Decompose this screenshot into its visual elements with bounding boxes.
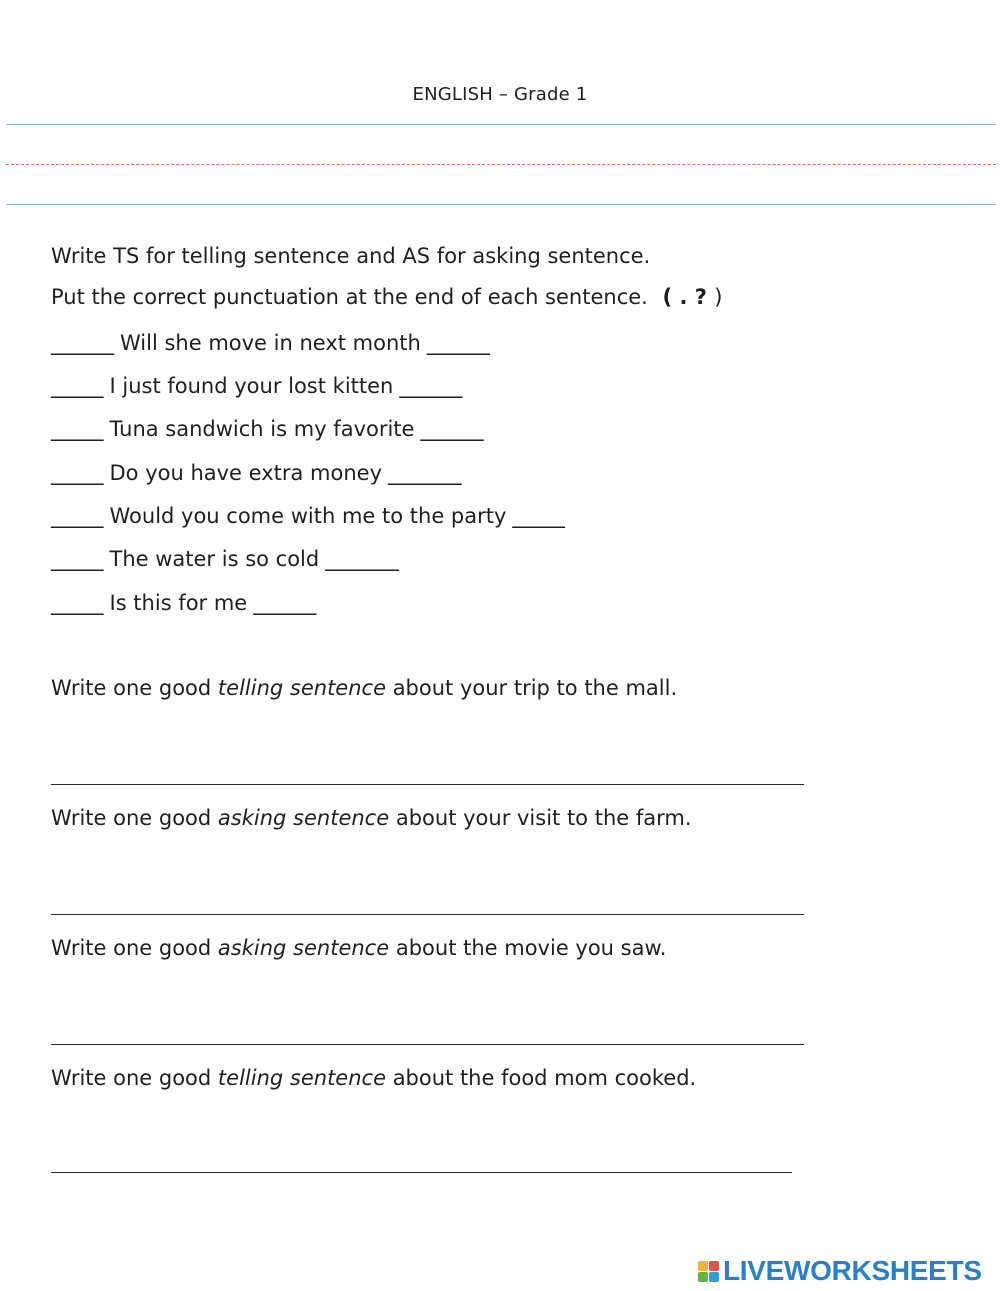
answer-line-3[interactable] xyxy=(51,1044,804,1045)
exercise-lead-blank[interactable]: _____ xyxy=(51,417,104,441)
exercise-sentence: Would you come with me to the party xyxy=(109,504,507,528)
prompt-pre: Write one good xyxy=(51,1066,212,1090)
instruction-line-2 xyxy=(51,284,722,310)
exercise-trail-blank[interactable]: _______ xyxy=(325,547,399,571)
punct-open: ( xyxy=(662,285,673,309)
exercise-item-3 xyxy=(51,416,483,442)
prompt-post: about the movie you saw. xyxy=(395,936,667,960)
exercise-item-4 xyxy=(51,460,462,486)
exercise-sentence: Will she move in next month xyxy=(120,331,421,355)
writing-prompt-4 xyxy=(51,1065,696,1091)
prompt-pre: Write one good xyxy=(51,676,212,700)
answer-line-2[interactable] xyxy=(51,914,804,915)
prompt-pre: Write one good xyxy=(51,806,212,830)
writing-prompt-1 xyxy=(51,675,677,701)
exercise-sentence: Do you have extra money xyxy=(109,461,383,485)
answer-line-1[interactable] xyxy=(51,784,804,785)
exercise-item-5 xyxy=(51,503,565,529)
instruction-line-1: Write TS for telling sentence and AS for asking sentence. xyxy=(51,244,651,268)
exercise-trail-blank[interactable]: ______ xyxy=(426,331,490,355)
writing-prompt-2 xyxy=(51,805,692,831)
punctuation-hint xyxy=(663,285,723,309)
exercise-lead-blank[interactable]: _____ xyxy=(51,374,104,398)
prompt-emphasis: asking sentence xyxy=(217,806,390,830)
prompt-post: about your visit to the farm. xyxy=(395,806,692,830)
liveworksheets-logo[interactable] xyxy=(697,1256,982,1286)
exercise-item-2 xyxy=(51,373,462,399)
exercise-lead-blank[interactable]: _____ xyxy=(51,504,104,528)
instruction-line-2-text: Put the correct punctuation at the end of each sentence. xyxy=(51,285,648,309)
exercise-sentence: I just found your lost kitten xyxy=(109,374,394,398)
prompt-post: about your trip to the mall. xyxy=(392,676,678,700)
logo-wordmark: LIVEWORKSHEETS xyxy=(723,1255,982,1286)
period-symbol: . xyxy=(679,285,688,309)
prompt-emphasis: telling sentence xyxy=(217,676,386,700)
prompt-emphasis: asking sentence xyxy=(217,936,390,960)
exercise-lead-blank[interactable]: _____ xyxy=(51,547,104,571)
exercise-lead-blank[interactable]: _____ xyxy=(51,591,104,615)
dashed-midline xyxy=(6,164,996,165)
punct-close: ) xyxy=(714,285,723,309)
exercise-sentence: Tuna sandwich is my favorite xyxy=(109,417,415,441)
page-title: ENGLISH – Grade 1 xyxy=(412,84,588,105)
exercise-item-6 xyxy=(51,546,399,572)
top-ruled-line xyxy=(6,124,996,125)
writing-prompt-3 xyxy=(51,935,666,961)
exercise-trail-blank[interactable]: _____ xyxy=(512,504,565,528)
exercise-trail-blank[interactable]: _______ xyxy=(388,461,462,485)
exercise-item-1 xyxy=(51,330,490,356)
exercise-trail-blank[interactable]: ______ xyxy=(399,374,463,398)
question-mark-symbol: ? xyxy=(694,285,707,309)
liveworksheets-logo-icon xyxy=(697,1260,719,1282)
exercise-sentence: The water is so cold xyxy=(109,547,320,571)
prompt-post: about the food mom cooked. xyxy=(392,1066,697,1090)
exercise-trail-blank[interactable]: ______ xyxy=(253,591,317,615)
bottom-ruled-line xyxy=(6,204,996,205)
exercise-lead-blank[interactable]: ______ xyxy=(51,331,114,355)
answer-line-4[interactable] xyxy=(51,1172,792,1173)
exercise-sentence: Is this for me xyxy=(109,591,248,615)
exercise-item-7 xyxy=(51,590,316,616)
exercise-trail-blank[interactable]: ______ xyxy=(420,417,484,441)
prompt-pre: Write one good xyxy=(51,936,212,960)
prompt-emphasis: telling sentence xyxy=(217,1066,386,1090)
exercise-lead-blank[interactable]: _____ xyxy=(51,461,104,485)
